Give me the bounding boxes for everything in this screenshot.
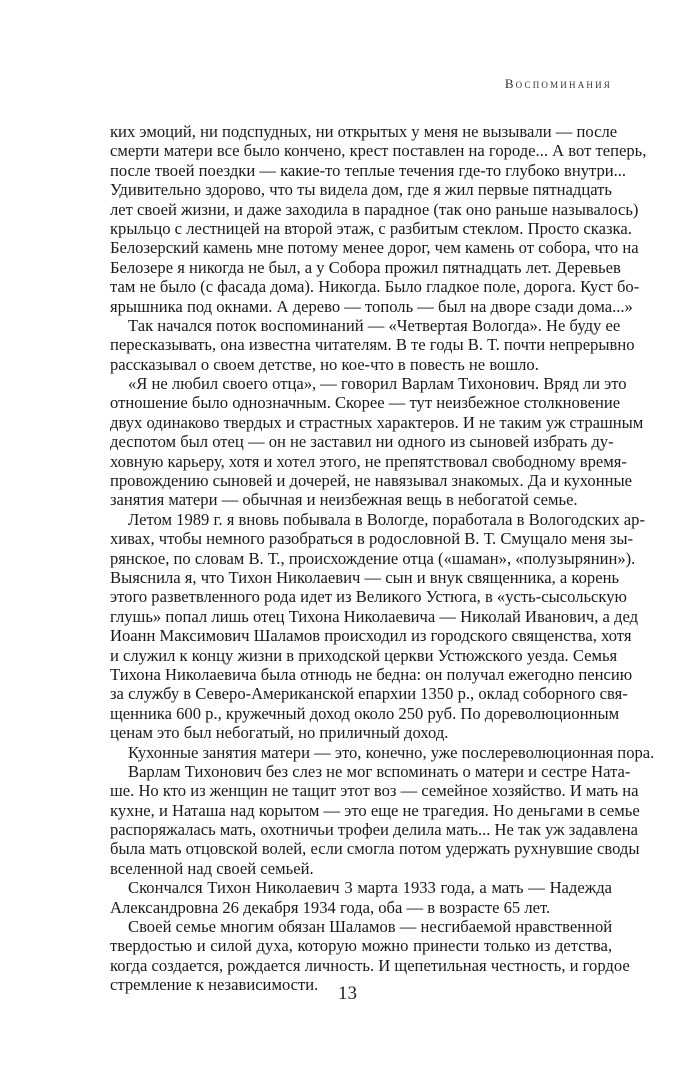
text-line: Белозерский камень мне потому менее дорог, чем камень от собора, что на xyxy=(110,238,639,258)
paragraph xyxy=(110,315,635,374)
text-line: ярышника под окнами. А дерево — тополь — был на дворе сзади дома...» xyxy=(110,296,633,316)
text-line: вселенной над своей семьей. xyxy=(110,858,314,878)
text-line: щенника 600 р., кружечный доход около 250 руб. По дореволюционным xyxy=(110,703,620,723)
text-line: Летом 1989 г. я вновь побывала в Вологде, поработала в Вологодских ар- xyxy=(128,509,645,529)
body-text xyxy=(110,122,655,995)
text-line: этого разветвленного рода идет из Великого Устюга, в «усть-сысольскую xyxy=(110,587,627,607)
text-line: Так начался поток воспоминаний — «Четвертая Вологда». Не буду ее xyxy=(128,315,621,335)
text-line: крыльцо с лестницей на второй этаж, с разбитым стеклом. Просто сказка. xyxy=(110,218,632,238)
text-line: Скончался Тихон Николаевич 3 марта 1933 года, а мать — Надежда xyxy=(128,878,612,898)
text-line: Варлам Тихонович без слез не мог вспоминать о матери и сестре Ната- xyxy=(128,761,631,781)
text-line: занятия матери — обычная и неизбежная вещь в небогатой семье. xyxy=(110,490,578,510)
text-line: Своей семье многим обязан Шаламов — несгибаемой нравственной xyxy=(128,917,613,937)
page-number: 13 xyxy=(338,983,357,1004)
text-line: Тихона Николаевича была отнюдь не бедна: он получал ежегодно пенсию xyxy=(110,664,633,684)
text-line: ховную карьеру, хотя и хотел этого, не препятствовал свободному время- xyxy=(110,451,627,471)
paragraph xyxy=(110,374,644,510)
text-line: после твоей поездки — какие-то теплые течения где-то глубоко внутри... xyxy=(110,160,627,180)
text-line: ких эмоций, ни подспудных, ни открытых у меня не вызывали — после xyxy=(110,122,618,141)
text-line: лет своей жизни, и даже заходила в парадное (так оно раньше называлось) xyxy=(110,199,639,219)
paragraph xyxy=(110,122,647,316)
text-line: ценам это был небогатый, но приличный доход. xyxy=(110,723,449,743)
text-line: рассказывал о своем детстве, но кое-что в повесть не вошло. xyxy=(110,354,539,374)
paragraph xyxy=(110,742,655,762)
text-line: кухне, и Наташа над корытом — это еще не трагедия. Но деньгами в семье xyxy=(110,800,640,820)
text-line: Александровна 26 декабря 1934 года, оба — в возрасте 65 лет. xyxy=(110,897,551,917)
text-line: деспотом был отец — он не заставил ни одного из сыновей избрать ду- xyxy=(110,432,614,452)
text-line: ше. Но кто из женщин не тащит этот воз — семейное хозяйство. И мать на xyxy=(110,781,639,801)
text-line: Иоанн Максимович Шаламов происходил из городского священства, хотя xyxy=(110,626,632,646)
text-line: «Я не любил своего отца», — говорил Варлам Тихонович. Вряд ли это xyxy=(128,374,627,394)
text-line: смерти матери все было кончено, крест поставлен на городе... А вот теперь, xyxy=(110,141,647,161)
text-line: за службу в Северо-Американской епархии 1350 р., оклад соборного свя- xyxy=(110,684,628,704)
text-line: там не было (с фасада дома). Никогда. Было гладкое поле, дорога. Куст бо- xyxy=(110,277,640,297)
text-line: и служил к концу жизни в приходской церкви Устюжского уезда. Семья xyxy=(110,645,618,665)
paragraph xyxy=(110,878,612,917)
text-line: стремление к независимости. xyxy=(110,975,319,995)
paragraph xyxy=(110,509,645,743)
text-line: отношение было однозначным. Скорее — тут неизбежное столкновение xyxy=(110,393,621,413)
text-line: Выяснила я, что Тихон Николаевич — сын и внук священника, а корень xyxy=(110,567,620,587)
text-line: была мать отцовской волей, если смогла потом удержать рухнувшие своды xyxy=(110,839,640,859)
text-line: глушь» попал лишь отец Тихона Николаевича — Николай Иванович, а дед xyxy=(110,606,639,626)
text-line: двух одинаково твердых и страстных характеров. И не таким уж страшным xyxy=(110,412,644,432)
text-line: когда создается, рождается личность. И щепетильная честность, и гордое xyxy=(110,955,630,975)
paragraph xyxy=(110,761,640,878)
text-line: распоряжалась мать, охотничьи трофеи делила мать... Не так уж задавлена xyxy=(110,820,639,840)
text-line: провождению сыновей и дочерей, не навязывал знакомых. Да и кухонные xyxy=(110,471,632,491)
text-line: пересказывать, она известна читателям. В те годы В. Т. почти непрерывно xyxy=(110,335,635,355)
text-line: хивах, чтобы немного разобраться в родословной В. Т. Смущало меня зы- xyxy=(110,529,633,549)
text-line: Кухонные занятия матери — это, конечно, уже послереволюционная пора. xyxy=(128,742,655,762)
running-head: Воспоминания xyxy=(504,76,612,91)
text-line: Белозере я никогда не был, а у Собора прожил пятнадцать лет. Деревьев xyxy=(110,257,621,277)
text-line: Удивительно здорово, что ты видела дом, где я жил первые пятнадцать xyxy=(110,180,612,200)
text-line: твердостью и силой духа, которую можно принести только из детства, xyxy=(110,936,612,956)
text-line: рянское, по словам В. Т., происхождение отца («шаман», «полузырянин»). xyxy=(110,548,636,568)
